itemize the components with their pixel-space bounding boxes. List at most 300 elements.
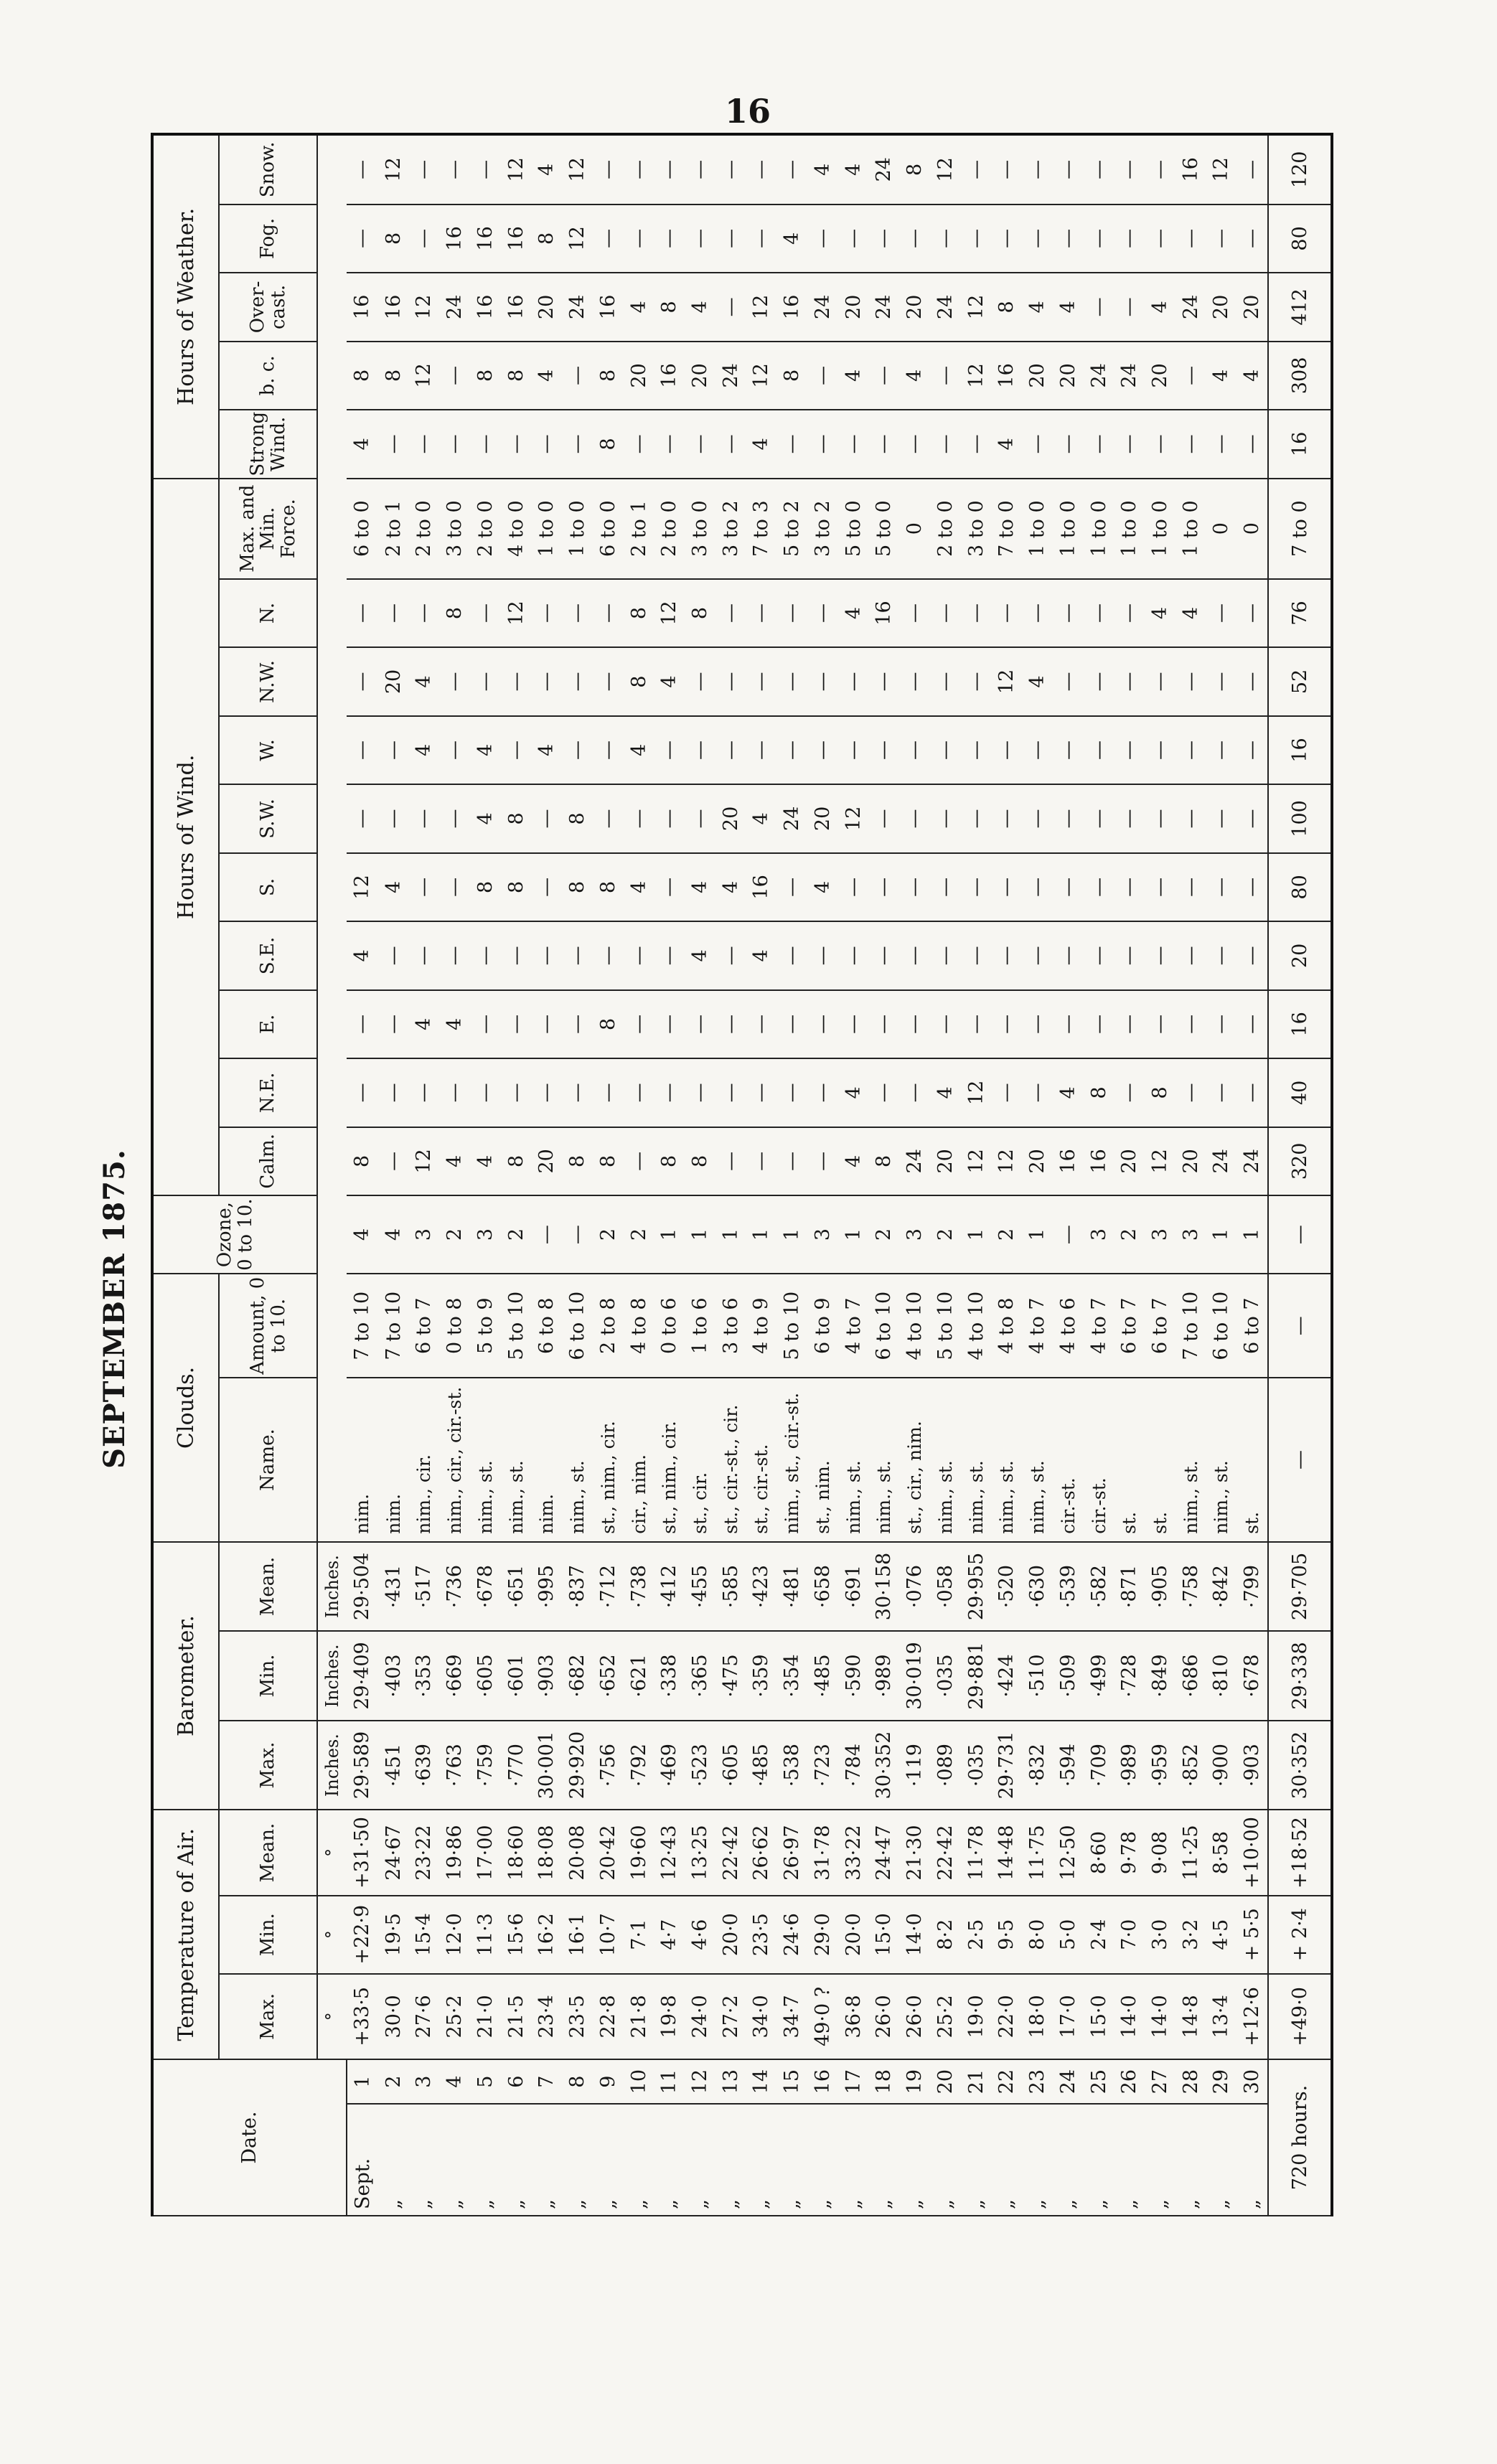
cell-temp-min: 7·1: [624, 1896, 654, 1974]
cell-ozone: 1: [715, 1195, 746, 1274]
cell-wind-n: —: [930, 579, 961, 647]
header-baro-min: Min.: [219, 1631, 317, 1721]
cell-baro-max: 30·352: [869, 1721, 900, 1810]
cell-date-label: „: [1084, 2104, 1114, 2216]
cell-baro-max: ·903: [1236, 1721, 1268, 1810]
cell-wind-force: 0: [1206, 479, 1237, 579]
cell-bc: 4: [899, 342, 930, 410]
cell-bc: —: [562, 342, 593, 410]
cell-wind-ne: 8: [1084, 1058, 1114, 1127]
cell-temp-max: 14·0: [1114, 1974, 1145, 2059]
cell-cloud-name: nim., cir.: [409, 1378, 440, 1541]
cell-fog: —: [991, 204, 1022, 273]
table-row: [531, 136, 562, 2216]
header-s: S.: [219, 853, 317, 921]
cell-bc: 20: [685, 342, 715, 410]
cell-wind-force: 0: [899, 479, 930, 579]
cell-strong-wind: 8: [593, 410, 624, 478]
cell-wind-force: 1 to 0: [1053, 479, 1084, 579]
cell-baro-min: ·903: [531, 1631, 562, 1721]
cell-snow: 12: [378, 136, 409, 204]
cell-cloud-amount: 2 to 8: [593, 1274, 624, 1378]
cell-wind-force: 2 to 0: [930, 479, 961, 579]
cell-temp-min: +22·9: [347, 1896, 378, 1974]
cell-temp-max: 34·7: [776, 1974, 807, 2059]
cell-overcast: 20: [838, 273, 869, 341]
cell-temp-min: 10·7: [593, 1896, 624, 1974]
cell-wind-se: —: [838, 921, 869, 989]
cell-strong-wind: —: [1236, 410, 1268, 478]
cell-temp-mean: 22·42: [930, 1810, 961, 1895]
cell-wind-nw: —: [470, 647, 501, 715]
cell-baro-max: ·784: [838, 1721, 869, 1810]
cell-wind-e: —: [838, 990, 869, 1058]
cell-cloud-name: cir., nim.: [624, 1378, 654, 1541]
cell-wind-w: —: [838, 716, 869, 784]
cell-cloud-amount: 4 to 7: [1084, 1274, 1114, 1378]
header-wind: Hours of Wind.: [154, 479, 219, 1195]
cell-date-label: „: [746, 2104, 777, 2216]
cell-baro-min: ·682: [562, 1631, 593, 1721]
cell-temp-max: 23·5: [562, 1974, 593, 2059]
cell-wind-sw: —: [685, 784, 715, 852]
cell-date-label: „: [562, 2104, 593, 2216]
cell-wind-w: —: [899, 716, 930, 784]
cell-temp-mean: 12·50: [1053, 1810, 1084, 1895]
cell-wind-force: 6 to 0: [593, 479, 624, 579]
cell-wind-n: —: [470, 579, 501, 647]
cell-temp-max: 26·0: [869, 1974, 900, 2059]
cell-cloud-amount: 6 to 10: [1206, 1274, 1237, 1378]
cell-wind-n: —: [347, 579, 378, 647]
cell-cloud-name: nim., cir., cir.-st.: [439, 1378, 470, 1541]
cell-temp-min: 4·7: [654, 1896, 685, 1974]
cell-wind-s: 4: [685, 853, 715, 921]
cell-wind-nw: —: [930, 647, 961, 715]
cell-wind-nw: —: [776, 647, 807, 715]
cell-cloud-amount: 4 to 6: [1053, 1274, 1084, 1378]
cell-total: 308: [1268, 342, 1331, 410]
cell-fog: 12: [562, 204, 593, 273]
cell-wind-sw: —: [991, 784, 1022, 852]
cell-strong-wind: —: [654, 410, 685, 478]
cell-wind-n: —: [409, 579, 440, 647]
cell-wind-sw: —: [899, 784, 930, 852]
cell-temp-min: 9·5: [991, 1896, 1022, 1974]
cell-baro-mean: ·678: [470, 1542, 501, 1632]
cell-baro-max: ·119: [899, 1721, 930, 1810]
cell-wind-w: —: [439, 716, 470, 784]
cell-wind-n: 8: [439, 579, 470, 647]
unit-baro-max: Inches.: [317, 1721, 347, 1810]
cell-snow: —: [991, 136, 1022, 204]
cell-wind-s: —: [838, 853, 869, 921]
cell-bc: —: [807, 342, 838, 410]
table-row: [899, 136, 930, 2216]
cell-baro-mean: ·658: [807, 1542, 838, 1632]
cell-cloud-name: cir.-st.: [1084, 1378, 1114, 1541]
header-temp-min: Min.: [219, 1896, 317, 1974]
cell-wind-nw: 4: [1022, 647, 1053, 715]
cell-baro-min: ·403: [378, 1631, 409, 1721]
cell-baro-max: 29·920: [562, 1721, 593, 1810]
cell-baro-mean: 29·504: [347, 1542, 378, 1632]
cell-day: 10: [624, 2059, 654, 2104]
cell-temp-max: 36·8: [838, 1974, 869, 2059]
table-row: [715, 136, 746, 2216]
cell-cloud-name: st.: [1145, 1378, 1175, 1541]
cell-wind-calm: 24: [899, 1127, 930, 1195]
cell-bc: —: [1175, 342, 1206, 410]
cell-strong-wind: —: [378, 410, 409, 478]
cell-baro-max: ·852: [1175, 1721, 1206, 1810]
cell-wind-calm: —: [776, 1127, 807, 1195]
cell-temp-min: 3·2: [1175, 1896, 1206, 1974]
cell-wind-force: 5 to 0: [869, 479, 900, 579]
cell-snow: 16: [1175, 136, 1206, 204]
cell-wind-calm: 8: [347, 1127, 378, 1195]
header-force: Max. and Min. Force.: [219, 479, 317, 579]
cell-baro-mean: 30·158: [869, 1542, 900, 1632]
cell-cloud-name: nim., st.: [869, 1378, 900, 1541]
cell-wind-ne: —: [991, 1058, 1022, 1127]
cell-wind-n: 8: [685, 579, 715, 647]
cell-cloud-amount: 5 to 10: [501, 1274, 532, 1378]
cell-bc: 8: [593, 342, 624, 410]
weather-table-frame: [151, 133, 1333, 2216]
cell-overcast: 24: [869, 273, 900, 341]
cell-day: 16: [807, 2059, 838, 2104]
cell-fog: —: [654, 204, 685, 273]
cell-wind-ne: —: [470, 1058, 501, 1127]
cell-bc: 24: [715, 342, 746, 410]
cell-day: 11: [654, 2059, 685, 2104]
cell-baro-min: ·728: [1114, 1631, 1145, 1721]
cell-strong-wind: —: [1084, 410, 1114, 478]
cell-total: —: [1268, 1378, 1331, 1541]
cell-wind-n: —: [562, 579, 593, 647]
cell-temp-min: 14·0: [899, 1896, 930, 1974]
cell-overcast: 12: [409, 273, 440, 341]
cell-snow: —: [654, 136, 685, 204]
cell-date-label: „: [1175, 2104, 1206, 2216]
cell-wind-n: —: [1206, 579, 1237, 647]
cell-wind-calm: 24: [1206, 1127, 1237, 1195]
cell-cloud-name: st.: [1114, 1378, 1145, 1541]
cell-temp-mean: 19·86: [439, 1810, 470, 1895]
cell-bc: 24: [1114, 342, 1145, 410]
cell-wind-w: —: [930, 716, 961, 784]
cell-fog: —: [1206, 204, 1237, 273]
cell-baro-max: ·709: [1084, 1721, 1114, 1810]
cell-overcast: 4: [1053, 273, 1084, 341]
cell-baro-mean: ·712: [593, 1542, 624, 1632]
cell-baro-max: ·989: [1114, 1721, 1145, 1810]
cell-wind-e: —: [930, 990, 961, 1058]
cell-cloud-name: nim., st.: [470, 1378, 501, 1541]
cell-bc: 8: [776, 342, 807, 410]
cell-baro-min: ·424: [991, 1631, 1022, 1721]
cell-wind-w: —: [715, 716, 746, 784]
cell-baro-mean: ·520: [991, 1542, 1022, 1632]
cell-temp-max: 34·0: [746, 1974, 777, 2059]
cell-wind-sw: —: [531, 784, 562, 852]
cell-wind-sw: —: [1206, 784, 1237, 852]
totals-row: [1268, 136, 1331, 2216]
cell-wind-e: —: [1206, 990, 1237, 1058]
header-temp-mean: Mean.: [219, 1810, 317, 1895]
cell-wind-force: 1 to 0: [1114, 479, 1145, 579]
cell-date-label: „: [961, 2104, 992, 2216]
cell-strong-wind: —: [685, 410, 715, 478]
cell-bc: —: [869, 342, 900, 410]
cell-wind-se: —: [624, 921, 654, 989]
cell-snow: —: [746, 136, 777, 204]
unit-temp-max: °: [317, 1974, 347, 2059]
cell-wind-nw: 4: [409, 647, 440, 715]
cell-bc: 12: [961, 342, 992, 410]
cell-cloud-amount: 0 to 6: [654, 1274, 685, 1378]
cell-cloud-name: nim., st.: [991, 1378, 1022, 1541]
cell-strong-wind: —: [1206, 410, 1237, 478]
cell-date-label: „: [624, 2104, 654, 2216]
cell-day: 14: [746, 2059, 777, 2104]
cell-wind-ne: —: [378, 1058, 409, 1127]
header-nw: N.W.: [219, 647, 317, 715]
cell-day: 15: [776, 2059, 807, 2104]
cell-total: —: [1268, 1274, 1331, 1378]
cell-strong-wind: 4: [991, 410, 1022, 478]
header-cloud-amount: Amount, 0 to 10.: [219, 1274, 317, 1378]
cell-baro-max: ·639: [409, 1721, 440, 1810]
page-number: 16: [725, 92, 771, 131]
cell-day: 2: [378, 2059, 409, 2104]
cell-cloud-amount: 6 to 9: [807, 1274, 838, 1378]
unit-temp-min: °: [317, 1896, 347, 1974]
table-row: [685, 136, 715, 2216]
cell-strong-wind: —: [930, 410, 961, 478]
cell-temp-mean: 8·60: [1084, 1810, 1114, 1895]
cell-overcast: 4: [685, 273, 715, 341]
cell-snow: —: [1145, 136, 1175, 204]
cell-wind-ne: 4: [930, 1058, 961, 1127]
cell-wind-nw: —: [746, 647, 777, 715]
cell-baro-mean: ·517: [409, 1542, 440, 1632]
cell-baro-mean: ·871: [1114, 1542, 1145, 1632]
cell-wind-w: —: [1145, 716, 1175, 784]
cell-wind-ne: —: [1114, 1058, 1145, 1127]
cell-wind-se: —: [1114, 921, 1145, 989]
header-n: N.: [219, 579, 317, 647]
cell-baro-min: ·354: [776, 1631, 807, 1721]
cell-snow: —: [409, 136, 440, 204]
cell-wind-s: 16: [746, 853, 777, 921]
cell-wind-ne: 4: [1053, 1058, 1084, 1127]
cell-temp-min: 19·5: [378, 1896, 409, 1974]
cell-total: 120: [1268, 136, 1331, 204]
cell-wind-sw: —: [1145, 784, 1175, 852]
cell-fog: 16: [501, 204, 532, 273]
cell-ozone: 2: [439, 1195, 470, 1274]
cell-bc: 8: [378, 342, 409, 410]
cell-day: 12: [685, 2059, 715, 2104]
cell-strong-wind: —: [501, 410, 532, 478]
cell-wind-calm: —: [746, 1127, 777, 1195]
cell-baro-min: ·510: [1022, 1631, 1053, 1721]
cell-wind-sw: —: [593, 784, 624, 852]
cell-day: 8: [562, 2059, 593, 2104]
cell-temp-max: 26·0: [899, 1974, 930, 2059]
cell-wind-e: —: [1114, 990, 1145, 1058]
cell-strong-wind: —: [409, 410, 440, 478]
cell-fog: —: [1145, 204, 1175, 273]
cell-wind-ne: —: [654, 1058, 685, 1127]
cell-baro-mean: ·582: [1084, 1542, 1114, 1632]
cell-wind-s: 4: [807, 853, 838, 921]
cell-snow: 4: [838, 136, 869, 204]
cell-ozone: 3: [409, 1195, 440, 1274]
cell-baro-mean: ·539: [1053, 1542, 1084, 1632]
header-ne: N.E.: [219, 1058, 317, 1127]
cell-wind-sw: —: [409, 784, 440, 852]
cell-wind-s: —: [1236, 853, 1268, 921]
cell-temp-min: 8·2: [930, 1896, 961, 1974]
cell-wind-se: —: [807, 921, 838, 989]
cell-wind-e: —: [715, 990, 746, 1058]
cell-wind-se: —: [531, 921, 562, 989]
cell-cloud-amount: 4 to 7: [838, 1274, 869, 1378]
cell-wind-n: 4: [838, 579, 869, 647]
cell-total: 80: [1268, 853, 1331, 921]
cell-date-label: „: [501, 2104, 532, 2216]
cell-ozone: 1: [1022, 1195, 1053, 1274]
cell-ozone: 3: [470, 1195, 501, 1274]
cell-bc: 8: [501, 342, 532, 410]
cell-overcast: 8: [654, 273, 685, 341]
cell-baro-mean: 29·955: [961, 1542, 992, 1632]
cell-wind-nw: —: [715, 647, 746, 715]
cell-ozone: 1: [1206, 1195, 1237, 1274]
cell-ozone: 2: [930, 1195, 961, 1274]
cell-wind-sw: 8: [501, 784, 532, 852]
cell-wind-w: —: [685, 716, 715, 784]
cell-overcast: 24: [439, 273, 470, 341]
cell-wind-s: —: [654, 853, 685, 921]
cell-temp-mean: 24·67: [378, 1810, 409, 1895]
cell-day: 1: [347, 2059, 378, 2104]
cell-baro-min: ·621: [624, 1631, 654, 1721]
cell-overcast: 16: [501, 273, 532, 341]
cell-baro-mean: ·651: [501, 1542, 532, 1632]
cell-strong-wind: —: [1145, 410, 1175, 478]
cell-overcast: 4: [624, 273, 654, 341]
header-strong-wind: Strong Wind.: [219, 410, 317, 478]
cell-wind-w: —: [1053, 716, 1084, 784]
cell-cloud-amount: 7 to 10: [1175, 1274, 1206, 1378]
cell-wind-sw: —: [624, 784, 654, 852]
cell-wind-s: —: [930, 853, 961, 921]
cell-temp-max: 19·0: [961, 1974, 992, 2059]
cell-baro-mean: ·905: [1145, 1542, 1175, 1632]
cell-wind-s: 4: [624, 853, 654, 921]
cell-cloud-name: cir.-st.: [1053, 1378, 1084, 1541]
cell-wind-s: —: [776, 853, 807, 921]
cell-wind-sw: —: [1022, 784, 1053, 852]
cell-baro-max: ·763: [439, 1721, 470, 1810]
cell-baro-min: ·499: [1084, 1631, 1114, 1721]
cell-overcast: 4: [1022, 273, 1053, 341]
cell-day: 25: [1084, 2059, 1114, 2104]
cell-cloud-name: st., cir.-st.: [746, 1378, 777, 1541]
cell-wind-calm: 8: [685, 1127, 715, 1195]
cell-ozone: 1: [654, 1195, 685, 1274]
cell-total: +49·0: [1268, 1974, 1331, 2059]
cell-fog: —: [715, 204, 746, 273]
cell-date-label: „: [807, 2104, 838, 2216]
cell-baro-min: ·509: [1053, 1631, 1084, 1721]
cell-wind-nw: —: [1206, 647, 1237, 715]
cell-wind-ne: —: [593, 1058, 624, 1127]
cell-wind-w: —: [1236, 716, 1268, 784]
cell-snow: —: [685, 136, 715, 204]
cell-wind-nw: —: [347, 647, 378, 715]
cell-temp-max: 21·5: [501, 1974, 532, 2059]
cell-cloud-amount: 6 to 7: [1114, 1274, 1145, 1378]
cell-temp-min: 7·0: [1114, 1896, 1145, 1974]
cell-fog: 4: [776, 204, 807, 273]
cell-wind-ne: —: [746, 1058, 777, 1127]
cell-wind-se: —: [1022, 921, 1053, 989]
cell-wind-e: —: [531, 990, 562, 1058]
cell-baro-max: ·759: [470, 1721, 501, 1810]
cell-wind-sw: —: [869, 784, 900, 852]
cell-wind-nw: —: [531, 647, 562, 715]
cell-wind-e: 8: [593, 990, 624, 1058]
cell-temp-min: 15·4: [409, 1896, 440, 1974]
cell-overcast: 20: [531, 273, 562, 341]
cell-cloud-amount: 6 to 7: [1236, 1274, 1268, 1378]
cell-temp-mean: 20·42: [593, 1810, 624, 1895]
cell-baro-min: ·475: [715, 1631, 746, 1721]
cell-cloud-name: nim., st.: [930, 1378, 961, 1541]
cell-wind-ne: —: [776, 1058, 807, 1127]
cell-overcast: 16: [776, 273, 807, 341]
cell-wind-sw: —: [1084, 784, 1114, 852]
cell-wind-ne: —: [1206, 1058, 1237, 1127]
cell-snow: —: [593, 136, 624, 204]
cell-day: 21: [961, 2059, 992, 2104]
cell-wind-nw: —: [961, 647, 992, 715]
cell-fog: —: [1084, 204, 1114, 273]
cell-baro-max: ·792: [624, 1721, 654, 1810]
cell-wind-nw: —: [1145, 647, 1175, 715]
cell-temp-mean: 14·48: [991, 1810, 1022, 1895]
cell-wind-w: 4: [409, 716, 440, 784]
cell-temp-mean: 22·42: [715, 1810, 746, 1895]
cell-temp-max: 25·2: [439, 1974, 470, 2059]
cell-overcast: 16: [378, 273, 409, 341]
cell-strong-wind: —: [531, 410, 562, 478]
cell-wind-calm: —: [378, 1127, 409, 1195]
cell-wind-ne: 4: [838, 1058, 869, 1127]
cell-wind-w: —: [1206, 716, 1237, 784]
cell-wind-s: 4: [378, 853, 409, 921]
cell-wind-se: —: [654, 921, 685, 989]
cell-wind-n: —: [991, 579, 1022, 647]
cell-date-label: „: [531, 2104, 562, 2216]
header-fog: Fog.: [219, 204, 317, 273]
cell-overcast: 24: [930, 273, 961, 341]
